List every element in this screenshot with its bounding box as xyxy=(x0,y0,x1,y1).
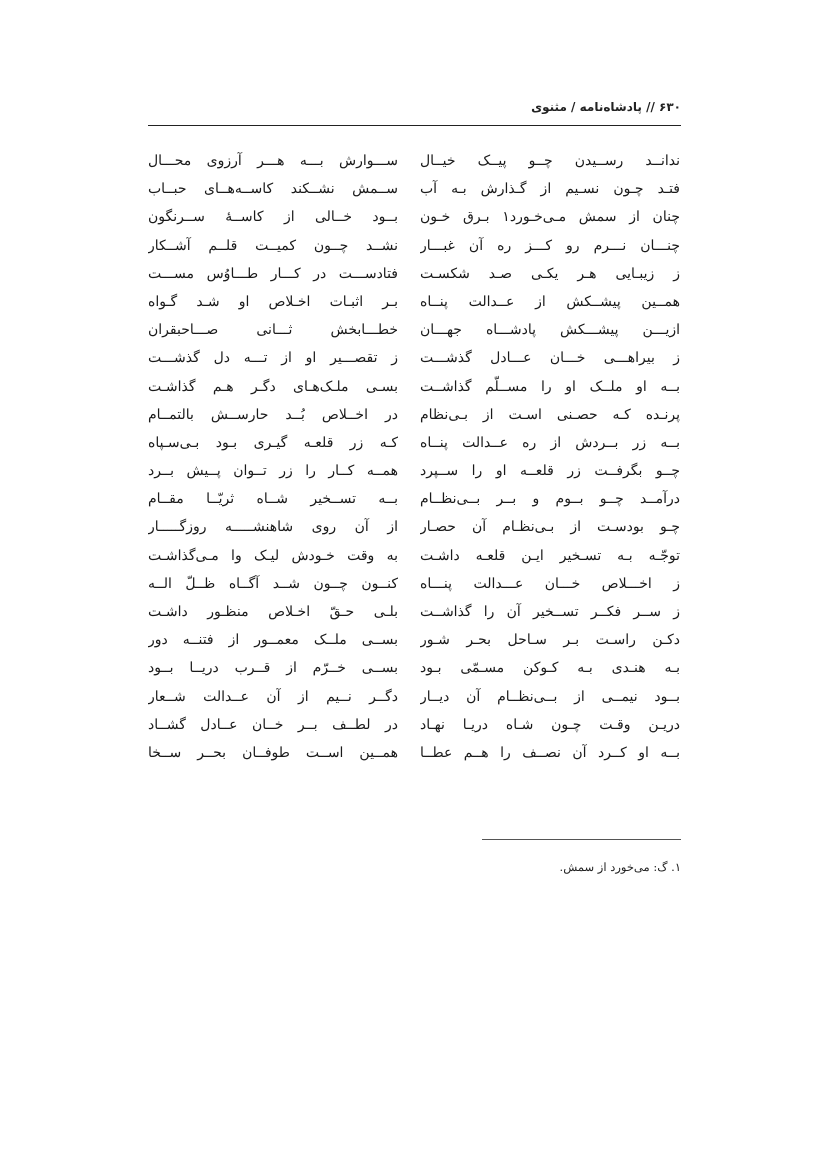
verse-line: در لطــف بــر خــان عــادل گشــاد xyxy=(148,716,398,733)
verse-line: به وقت خـودش لیـک وا مـی‌گذاشـت xyxy=(148,547,398,564)
verse-line: بســی ملــک معمــور از فتنــه دور xyxy=(148,632,398,649)
verse-line: چـو بودسـت از بـی‌نظـام آن حصـار xyxy=(420,519,680,536)
verse-line: بســی خــرّم از قــرب دریــا بــود xyxy=(148,660,398,677)
footnote-rule xyxy=(482,839,681,840)
verse-line: ازیـــن پیشـــکش پادشـــاه جهـــان xyxy=(420,322,680,339)
left-verse-column xyxy=(148,147,398,767)
verse-line: کنــون چــون شــد آگــاه ظــلّ الــه xyxy=(148,575,398,592)
verse-line: بسـی ملـک‌هـای دگـر هـم گذاشـت xyxy=(148,378,398,395)
verse-line: ز تقصـــیر او از تـــه دل گذشـــت xyxy=(148,350,398,367)
verse-line: فتـد چـون نسـیم از گـذارش بـه آب xyxy=(420,181,680,198)
verse-line: در اخــلاص بُــد حارســش بالتمــام xyxy=(148,406,398,423)
verse-line: ز زیبـایی هـر یکـی صـد شکسـت xyxy=(420,265,680,282)
verse-line: دکـن راسـت بـر سـاحل بحـر شـور xyxy=(420,632,680,649)
verse-line: ســمش نشــکند کاســه‌هــای حبــاب xyxy=(148,181,398,198)
verse-line: همــه کــار را زر تــوان پــیش بــرد xyxy=(148,463,398,480)
running-header: ۶۳۰ // پادشاه‌نامه / مثنوی xyxy=(531,100,681,114)
verse-line: دریـن وقـت چـون شـاه دریـا نهـاد xyxy=(420,716,680,733)
verse-line: بــه زر بــردش از ره عــدالت پنــاه xyxy=(420,434,680,451)
verse-line: خطـــابخش ثـــانی صـــاحبقران xyxy=(148,322,398,339)
verse-line: درآمــد چــو بــوم و بــر بــی‌نظــام xyxy=(420,491,680,508)
verse-line: ســـوارش بـــه هـــر آرزوی محـــال xyxy=(148,153,398,169)
verse-line: توجّـه بـه تسـخیر ایـن قلعـه داشـت xyxy=(420,547,680,564)
verse-line: از آن روی شاهنشـــــه روزگـــــار xyxy=(148,519,398,536)
verse-line: چــو بگرفــت زر قلعــه او را ســپرد xyxy=(420,463,680,480)
header-rule xyxy=(148,125,681,126)
verse-line: نشــد چــون کمیــت قلــم آشــکار xyxy=(148,237,398,254)
verse-line: ز اخـــلاص خـــان عـــدالت پنـــاه xyxy=(420,575,680,592)
verse-line: همــین پیشــکش از عــدالت پنــاه xyxy=(420,293,680,310)
verse-line: بــود نیمــی از بــی‌نظــام آن دیــار xyxy=(420,688,680,705)
footnote: ۱. گ: می‌خورد از سمش. xyxy=(559,860,681,874)
verse-line: بــه او کــرد آن نصــف را هــم عطــا xyxy=(420,744,680,761)
verse-line: بـه هنـدی بـه کـوکن مسـمّی بـود xyxy=(420,660,680,677)
verse-line: کـه زر قلعـه گیـری بـود بـی‌سـپاه xyxy=(148,434,398,451)
verse-line: فتادســـت در کـــار طـــاوُس مســـت xyxy=(148,265,398,282)
verse-line: چنـــان نـــرم رو کـــز ره آن غبـــار xyxy=(420,237,680,254)
verse-line: پرنـده کـه حصـنی اسـت از بـی‌نظام xyxy=(420,406,680,423)
verse-line: دگــر نــیم از آن عــدالت شــعار xyxy=(148,688,398,705)
verse-line: همــین اســت طوفــان بحــر ســخا xyxy=(148,744,398,761)
verse-line: ز بیراهـــی خـــان عـــادل گذشـــت xyxy=(420,350,680,367)
verse-line: بــه او ملــک او را مســلّم گذاشــت xyxy=(420,378,680,395)
verse-line: بــود خــالی از کاســۀ ســرنگون xyxy=(148,209,398,226)
verse-line: بلـی حـقّ اخـلاص منظـور داشـت xyxy=(148,604,398,620)
verse-line: بـر اثبـات اخـلاص او شـد گـواه xyxy=(148,293,398,310)
verse-line: بــه تســخیر شــاه ثریّــا مقــام xyxy=(148,491,398,508)
right-verse-column xyxy=(420,147,680,767)
verse-line: چنان از سمش مـی‌خـورد۱ بـرق خـون xyxy=(420,209,680,226)
verse-line: ز ســر فکــر تســخیر آن را گذاشــت xyxy=(420,604,680,620)
verse-line: ندانــد رســیدن چــو پیــک خیــال xyxy=(420,153,680,169)
